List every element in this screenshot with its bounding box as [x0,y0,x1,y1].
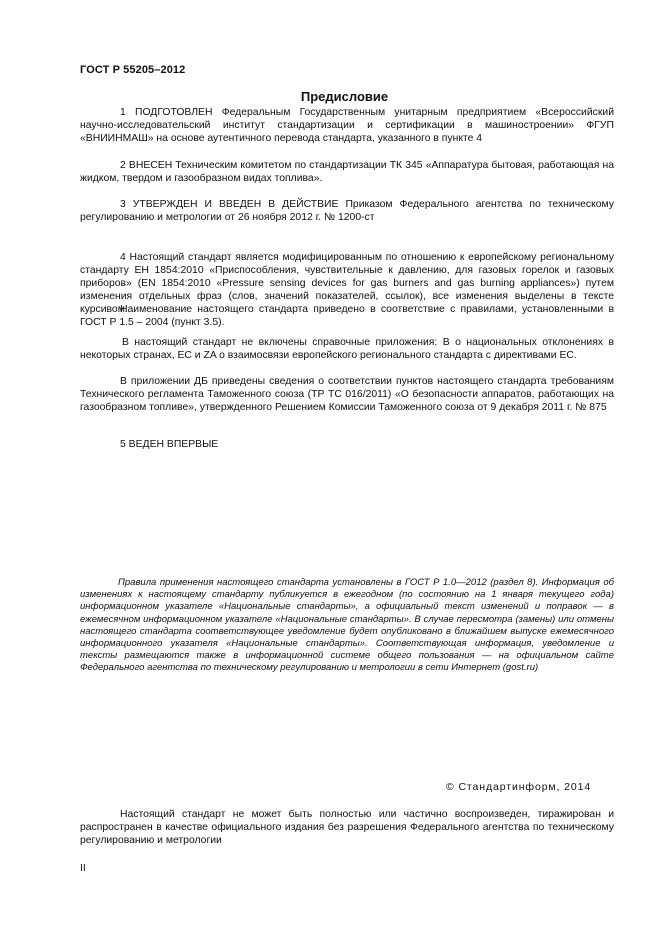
paragraph-prepared: 1 ПОДГОТОВЛЕН Федеральным Государственным унитарным предприятием «Всероссийский научно-исследовательский институт стандартизации и сертификации в машиностроении» ФГУП «ВНИИНМАШ» на основе аутентичного перевода стандарта, указанного в пункте 4 [80,107,614,144]
paragraph-naming: Наименование настоящего стандарта приведено в соответствие с правилами, установленными в ГОСТ Р 1.5 – 2004 (пункт 3.5). [80,304,614,328]
document-code: ГОСТ Р 55205–2012 [80,64,186,76]
paragraph-annex-db: В приложении ДБ приведены сведения о соответствии пунктов настоящего стандарта требованиям Технического регламента Таможенного союза (ТР ТС 016/2011) «О безопасности аппаратов, работающих на газообразном топливе», утвержденного Решением Комиссии Таможенного союза от 9 декабря 2011 г. № 875 [80,376,614,413]
paragraph-modified-standard: 4 Настоящий стандарт является модифицированным по отношению к европейскому региональному стандарту ЕН 1854:2010 «Приспособления, чувствительные к давлению, для газовых горелок и газовых приборов» (EN 1854:2010 «Pressure sensing devices for gas burners and gas burning appliances») путем изменения отдельных фраз (слов, значений показателей, ссылок), все изменения выделены в тексте курсивом. [80,252,614,315]
reproduction-notice: Настоящий стандарт не может быть полностью или частично воспроизведен, тиражирован и распространен в качестве официального издания без разрешения Федерального агентства по техническому регулированию и метрологии [80,809,614,846]
page-number: II [80,862,86,874]
application-rules-notice: Правила применения настоящего стандарта установлены в ГОСТ Р 1.0—2012 (раздел 8). Информация об изменениях к настоящему стандарту публикуется в ежегодном (по состоянию на 1 января текущего года) информационном указателе «Национальные стандарты», а официальный текст изменений и поправок — в ежемесячном информационном указателе «Национальные стандарты». В случае пересмотра (замены) или отмены настоящего стандарта соответствующее уведомление будет опубликовано в ближайшем выпуске ежемесячного информационного указателя «Национальные стандарты». Соответствующая информация, уведомление и тексты размещаются также в информационной системе общего пользования — на официальном сайте Федерального агентства по техническому регулированию и метрологии в сети Интернет (gost.ru) [80,577,614,674]
copyright-line: © Стандартинформ, 2014 [446,781,592,793]
paragraph-first-introduced: 5 ВЕДЕН ВПЕРВЫЕ [120,439,219,450]
page-title [0,89,661,104]
paragraph-introduced: 2 ВНЕСЕН Техническим комитетом по стандартизации ТК 345 «Аппаратура бытовая, работающая на жидком, твердом и газообразном видах топлива». [80,160,614,184]
paragraph-excluded-annexes: В настоящий стандарт не включены справочные приложения: В о национальных отклонениях в некоторых странах, ЕС и ZA о взаимосвязи европейского регионального стандарта с директивами ЕС. [80,337,614,361]
page-title-text: Предисловие [300,89,389,104]
paragraph-approved: 3 УТВЕРЖДЕН И ВВЕДЕН В ДЕЙСТВИЕ Приказом Федерального агентства по техническому регулированию и метрологии от 26 ноября 2012 г. № 1200-ст [80,199,614,223]
